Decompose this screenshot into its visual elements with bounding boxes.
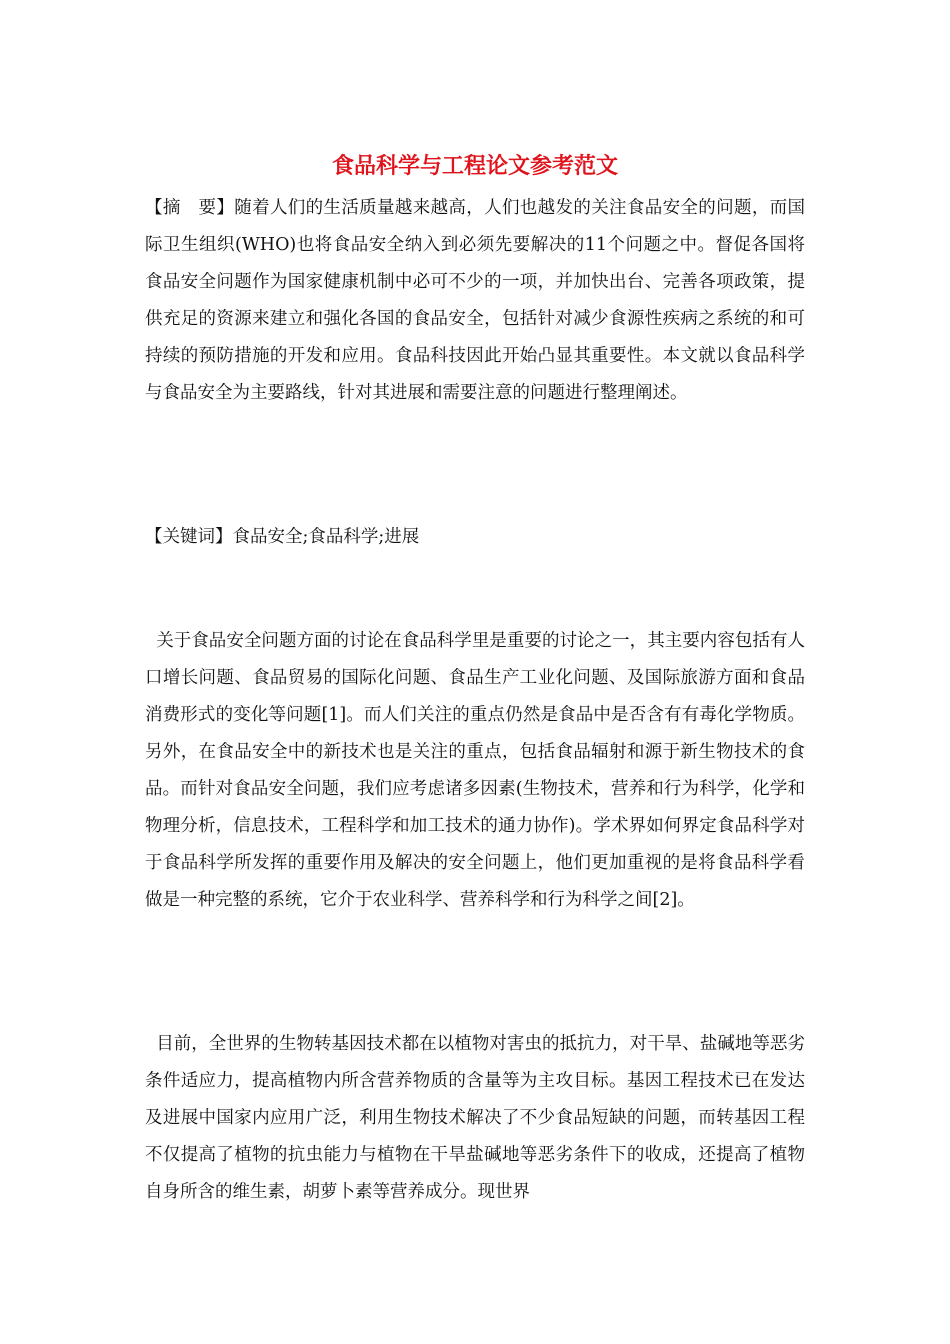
keywords-label: 【关键词】 [145, 527, 233, 547]
abstract-text: 随着人们的生活质量越来越高，人们也越发的关注食品安全的问题，而国际卫生组织(WHO)也将食品安全纳入到必须先要解决的11个问题之中。督促各国将食品安全问题作为国家健康机制中必可不少的一项，并加快出台、完善各项政策，提供充足的资源来建立和强化各国的食品安全，包括针对减少食源性疾病之系统的和可持续的预防措施的开发和应用。食品科技因此开始凸显其重要性。本文就以食品科学与食品安全为主要路线，针对其进展和需要注意的问题进行整理阐述。 [145, 198, 806, 403]
abstract-label: 【摘 要】 [145, 198, 235, 218]
abstract-paragraph [145, 190, 805, 412]
document-title: 食品科学与工程论文参考范文 [331, 153, 618, 179]
body-paragraph-1-text: 关于食品安全问题方面的讨论在食品科学里是重要的讨论之一，其主要内容包括有人口增长问题、食品贸易的国际化问题、食品生产工业化问题、及国际旅游方面和食品消费形式的变化等问题[1]。而人们关注的重点仍然是食品中是否含有有毒化学物质。另外，在食品安全中的新技术也是关注的重点，包括食品辐射和源于新生物技术的食品。而针对食品安全问题，我们应考虑诸多因素(生物技术，营养和行为科学，化学和物理分析，信息技术，工程科学和加工技术的通力协作)。学术界如何界定食品科学对于食品科学所发挥的重要作用及解决的安全问题上，他们更加重视的是将食品科学看做是一种完整的系统，它介于农业科学、营养科学和行为科学之间[2]。 [145, 631, 805, 910]
body-paragraph-2 [145, 1026, 805, 1211]
body-paragraph-2-text: 目前，全世界的生物转基因技术都在以植物对害虫的抵抗力，对干旱、盐碱地等恶劣条件适应力，提高植物内所含营养物质的含量等为主攻目标。基因工程技术已在发达及进展中国家内应用广泛，利用生物技术解决了不少食品短缺的问题，而转基因工程不仅提高了植物的抗虫能力与植物在干旱盐碱地等恶劣条件下的收成，还提高了植物自身所含的维生素，胡萝卜素等营养成分。现世界 [145, 1034, 805, 1202]
keywords-line [145, 519, 805, 556]
keywords-text: 食品安全;食品科学;进展 [232, 527, 420, 547]
body-paragraph-1 [145, 623, 805, 919]
